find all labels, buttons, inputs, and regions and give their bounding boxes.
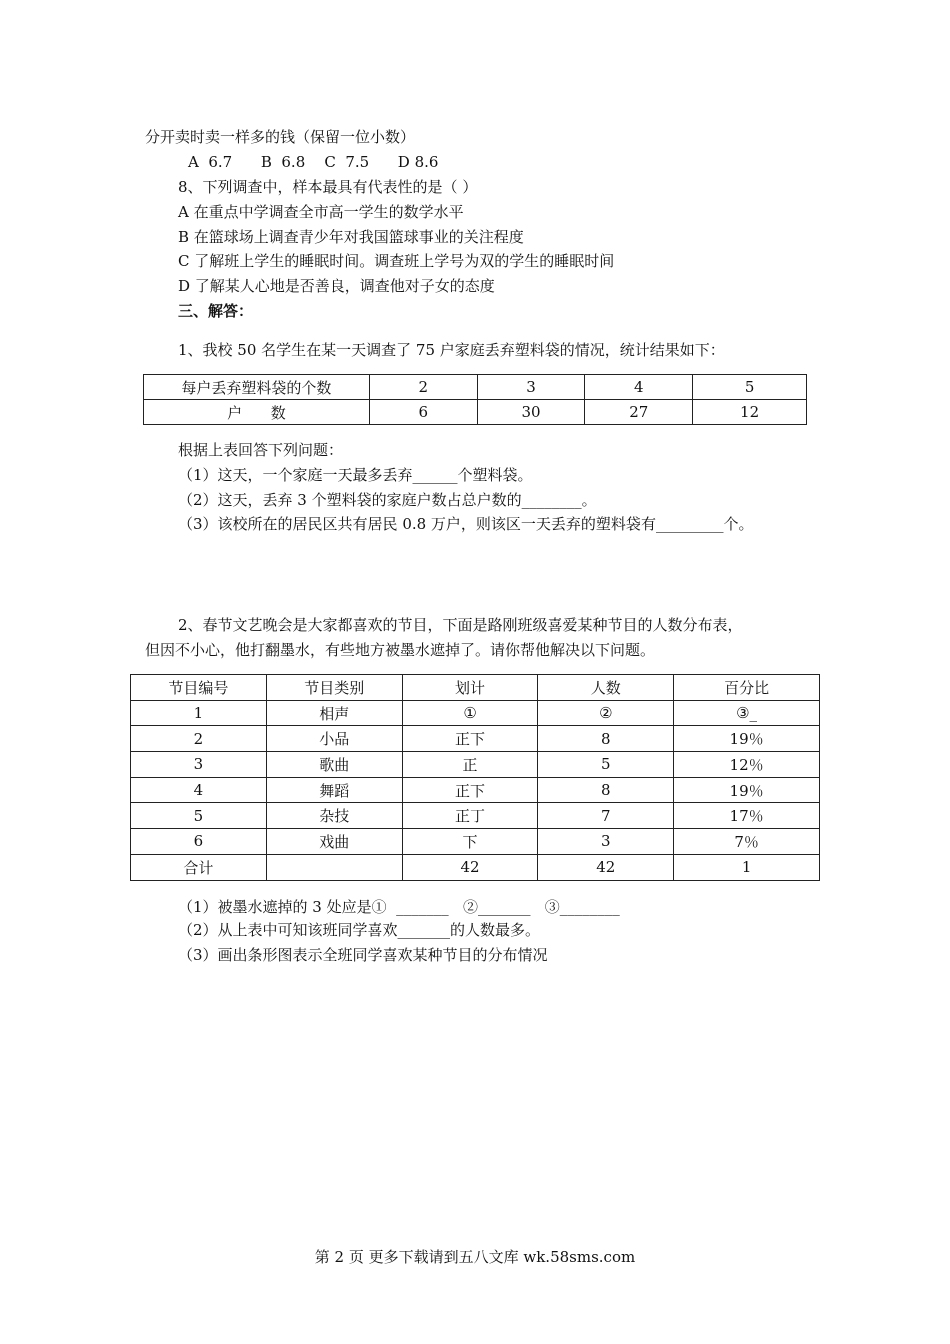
table-row [131,726,820,752]
table-cell: 户 数 [144,400,370,425]
section-heading: 三、解答： [178,302,254,320]
table-cell: 3 [477,375,585,400]
table-cell: 下 [402,829,538,855]
table-cell: 正 [402,752,538,778]
table-cell: 27 [585,400,693,425]
table-cell: 2 [131,726,267,752]
table-cell: 19％ [674,726,820,752]
table-cell [266,854,402,880]
table-cell: 4 [585,375,693,400]
table-cell: 12％ [674,752,820,778]
problem-1-intro: 根据上表回答下列问题： [178,441,344,459]
option-b: B 在篮球场上调查青少年对我国篮球事业的关注程度 [178,228,524,246]
table-cell: 19％ [674,777,820,803]
question-8: 8、下列调查中，样本最具有代表性的是（ ） [178,178,478,196]
table-cell: 2 [369,375,477,400]
table-header-cell: 百分比 [674,675,820,701]
table-cell: 5 [693,375,807,400]
problem-1-q1: （1）这天，一个家庭一天最多丢弃______个塑料袋。 [178,466,533,484]
table-row [131,700,820,726]
table-cell: 合计 [131,854,267,880]
table-cell: 每户丢弃塑料袋的个数 [144,375,370,400]
table-header-row [131,675,820,701]
table-cell: 相声 [266,700,402,726]
table-cell: 小品 [266,726,402,752]
table-row [144,375,807,400]
option-c: C 了解班上学生的睡眠时间。调查班上学号为双的学生的睡眠时间 [178,252,615,270]
problem-1-q2: （2）这天，丢弃 3 个塑料袋的家庭户数占总户数的________。 [178,491,597,509]
problem-1: 1、我校 50 名学生在某一天调查了 75 户家庭丢弃塑料袋的情况，统计结果如下： [178,341,725,359]
table-row [131,803,820,829]
table-cell: 戏曲 [266,829,402,855]
problem-2-q3: （3）画出条形图表示全班同学喜欢某种节目的分布情况 [178,946,548,964]
table-cell: 5 [538,752,674,778]
table-cell: 6 [369,400,477,425]
table-cell: 6 [131,829,267,855]
table-cell: 歌曲 [266,752,402,778]
table-cell: 3 [131,752,267,778]
table-header-cell: 节目编号 [131,675,267,701]
table-cell: ③_ [674,700,820,726]
table-header-cell: 人数 [538,675,674,701]
table-cell: 正下 [402,726,538,752]
table-cell: 7 [538,803,674,829]
table-cell: 杂技 [266,803,402,829]
options-line: A 6.7 B 6.8 C 7.5 D 8.6 [188,153,439,171]
table-cell: 3 [538,829,674,855]
table-cell: ② [538,700,674,726]
table-row [131,752,820,778]
table-cell: 舞蹈 [266,777,402,803]
table-cell: 5 [131,803,267,829]
problem-2-q2: （2）从上表中可知该班同学喜欢_______的人数最多。 [178,921,541,939]
table-cell: 12 [693,400,807,425]
table-cell: 17％ [674,803,820,829]
table-row [131,777,820,803]
table-cell: 1 [674,854,820,880]
option-d: D 了解某人心地是否善良，调查他对子女的态度 [178,277,495,295]
table-cell: ① [402,700,538,726]
table-cell: 8 [538,777,674,803]
table-total-row [131,854,820,880]
table-row [144,400,807,425]
problem-2-cont: 但因不小心，他打翻墨水，有些地方被墨水遮掉了。请你帮他解决以下问题。 [145,641,656,659]
table-header-cell: 节目类别 [266,675,402,701]
table-programs [130,674,820,881]
table-header-cell: 划计 [402,675,538,701]
table-cell: 30 [477,400,585,425]
problem-1-q3: （3）该校所在的居民区共有居民 0.8 万户，则该区一天丢弃的塑料袋有_________个。 [178,515,754,533]
text-line: 分开卖时卖一样多的钱（保留一位小数） [145,128,416,146]
table-plastic-bags [143,374,807,425]
table-row [131,829,820,855]
table-cell: 42 [538,854,674,880]
table-cell: 正下 [402,777,538,803]
table-cell: 正丁 [402,803,538,829]
problem-2-q1: （1）被墨水遮掉的 3 处应是① _______ ②_______ ③________ [178,898,620,916]
table-cell: 4 [131,777,267,803]
table-cell: 8 [538,726,674,752]
option-a: A 在重点中学调查全市高一学生的数学水平 [178,203,464,221]
page-footer: 第 2 页 更多下载请到五八文库 wk.58sms.com [314,1248,636,1266]
problem-2: 2、春节文艺晚会是大家都喜欢的节目，下面是路刚班级喜爱某种节目的人数分布表， [178,616,743,634]
table-cell: 42 [402,854,538,880]
table-cell: 1 [131,700,267,726]
table-cell: 7％ [674,829,820,855]
